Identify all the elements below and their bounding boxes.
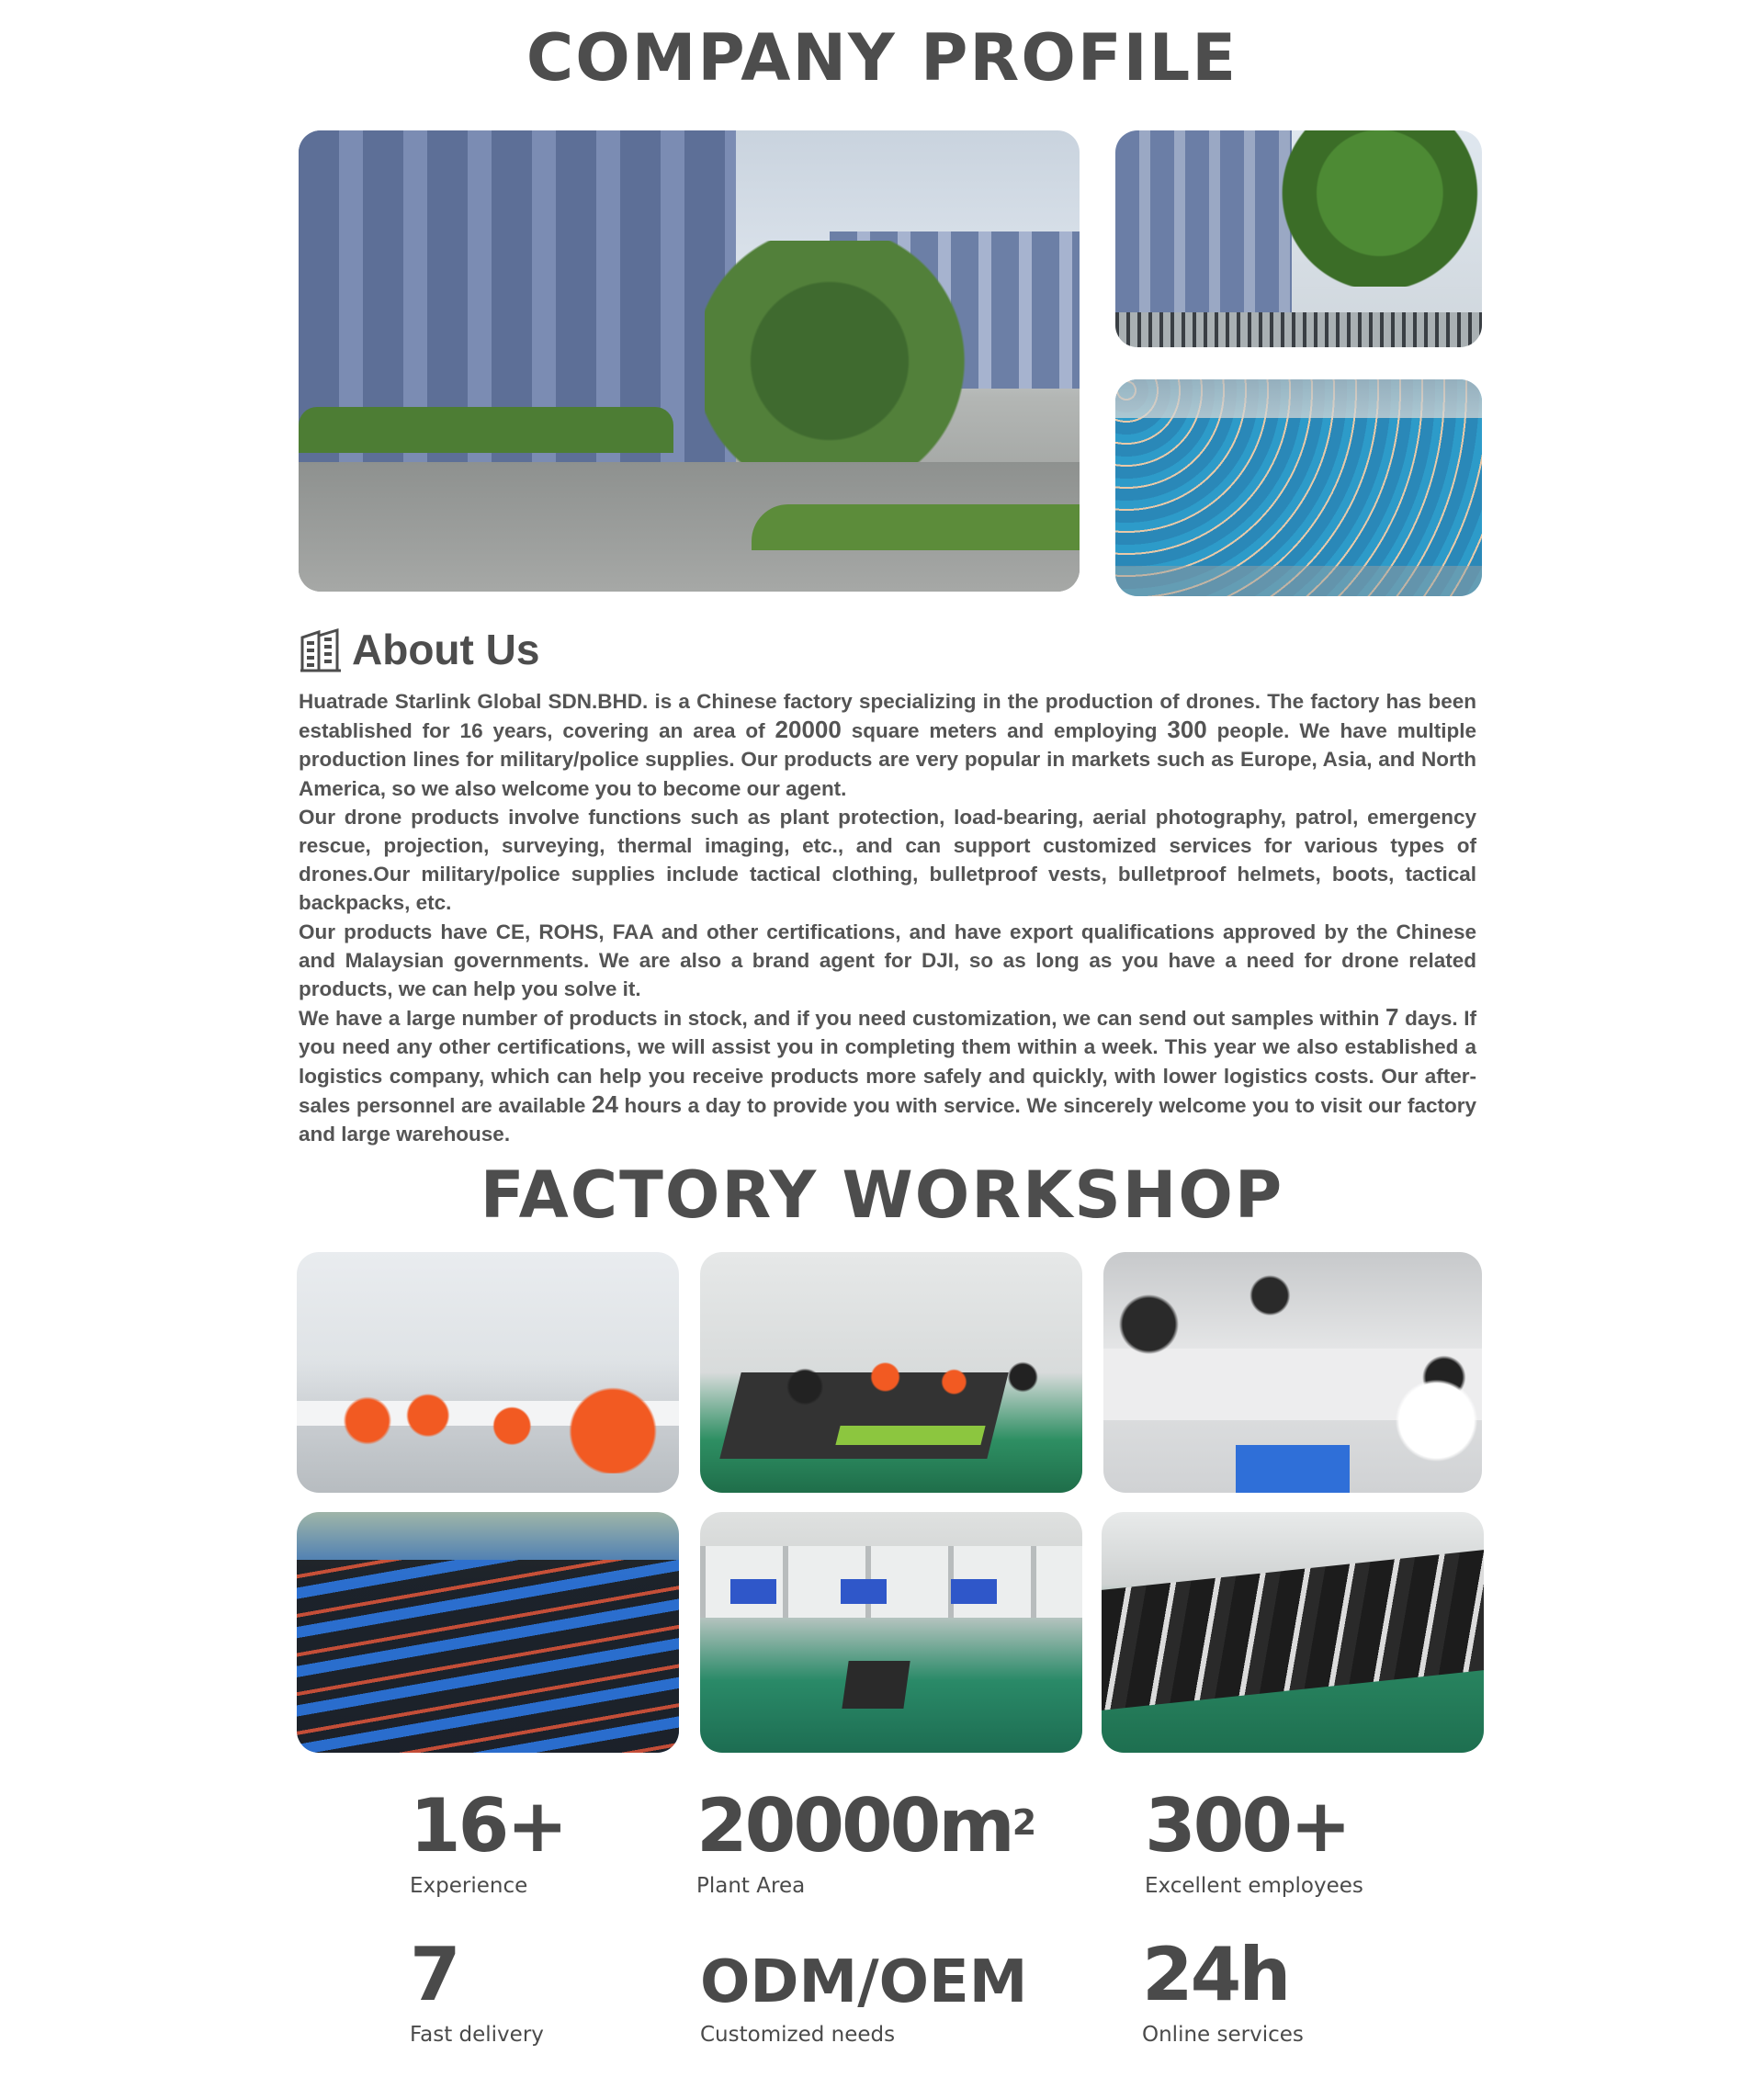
stat-label: Excellent employees (1145, 1874, 1363, 1898)
stat-online-services (1142, 1932, 1565, 2047)
about-us-heading-row (299, 622, 539, 677)
stat-plant-area (696, 1783, 1119, 1898)
about-paragraph (299, 803, 1476, 918)
about-paragraph (299, 918, 1476, 1004)
cutting-machine-photo (700, 1252, 1082, 1493)
about-paragraph (299, 687, 1476, 803)
sewing-workshop-photo (297, 1252, 679, 1493)
stat-value: 7 (410, 1932, 458, 2017)
highlight-number: 300 (1167, 716, 1207, 744)
paragraph-text: square meters and employing (841, 719, 1168, 743)
stat-value: 24h (1142, 1932, 1289, 2017)
paragraph-text: Huatrade Starlink Global SDN.BHD. is a Chinese factory specializing in the production of drones. The factory has been established for 16 years, covering an area of (299, 690, 1476, 743)
stat-odm-oem (700, 1938, 1123, 2047)
drone-frames-photo (297, 1512, 679, 1753)
highlight-number: 7 (1385, 1003, 1399, 1032)
stat-label: Online services (1142, 2023, 1304, 2047)
about-us-text (299, 687, 1476, 1148)
building-icon (299, 626, 343, 672)
highlight-number: 20000 (775, 716, 842, 744)
team-group-photo (1115, 379, 1482, 596)
factory-gate-photo (1115, 130, 1482, 347)
stat-employees (1145, 1783, 1567, 1898)
paragraph-text: people. We have multiple production lines for military/police supplies. Our products are very popular in markets such as Europe, Asia, and North America, so we also welcome you to become our agent. (299, 719, 1476, 800)
stat-value: $20000m^2$ (696, 1783, 1037, 1868)
about-us-heading: About Us (352, 626, 540, 673)
about-paragraph (299, 1003, 1476, 1148)
stat-label: Plant Area (696, 1874, 806, 1898)
company-profile-title: COMPANY PROFILE (526, 20, 1238, 96)
stat-value: ODM/OEM (700, 1948, 1028, 2016)
stat-label: Experience (410, 1874, 528, 1898)
factory-building-photo (299, 130, 1080, 592)
stat-label: Fast delivery (410, 2023, 544, 2047)
paragraph-text: hours a day to provide you with service. We sincerely welcome you to visit our factory and large warehouse. (299, 1093, 1477, 1146)
paragraph-text: days. If you need any other certifications, we will assist you in completing them within a week. This year we also established a logistics company, which can help you receive products more safely and quickly, with lower logistics costs. Our after-sales personnel are available (299, 1007, 1476, 1117)
factory-workshop-title: FACTORY WORKSHOP (480, 1157, 1284, 1233)
paragraph-text: Our drone products involve functions such as plant protection, load-bearing, aerial photography, patrol, emergency rescue, projection, surveying, thermal imaging, etc., and can support customized services for various types of drones.Our military/police supplies include tactical clothing, bulletproof vests, bulletproof helmets, boots, tactical backpacks, etc. (299, 805, 1476, 915)
stat-value: 300+ (1145, 1783, 1350, 1868)
assembly-line-photo (1103, 1252, 1482, 1493)
paragraph-text: Our products have CE, ROHS, FAA and other certifications, and have export qualifications approved by the Chinese and Malaysian governments. We are also a brand agent for DJI, so as long as you have a need for drone related products, we can help you solve it. (299, 920, 1476, 1001)
paragraph-text: We have a large number of products in stock, and if you need customization, we can send out samples within (299, 1007, 1386, 1031)
finished-drones-photo (1102, 1512, 1484, 1753)
drone-testing-bench-photo (700, 1512, 1082, 1753)
highlight-number: 24 (592, 1089, 618, 1118)
stat-label: Customized needs (700, 2023, 896, 2047)
stat-value: 16+ (410, 1783, 566, 1868)
